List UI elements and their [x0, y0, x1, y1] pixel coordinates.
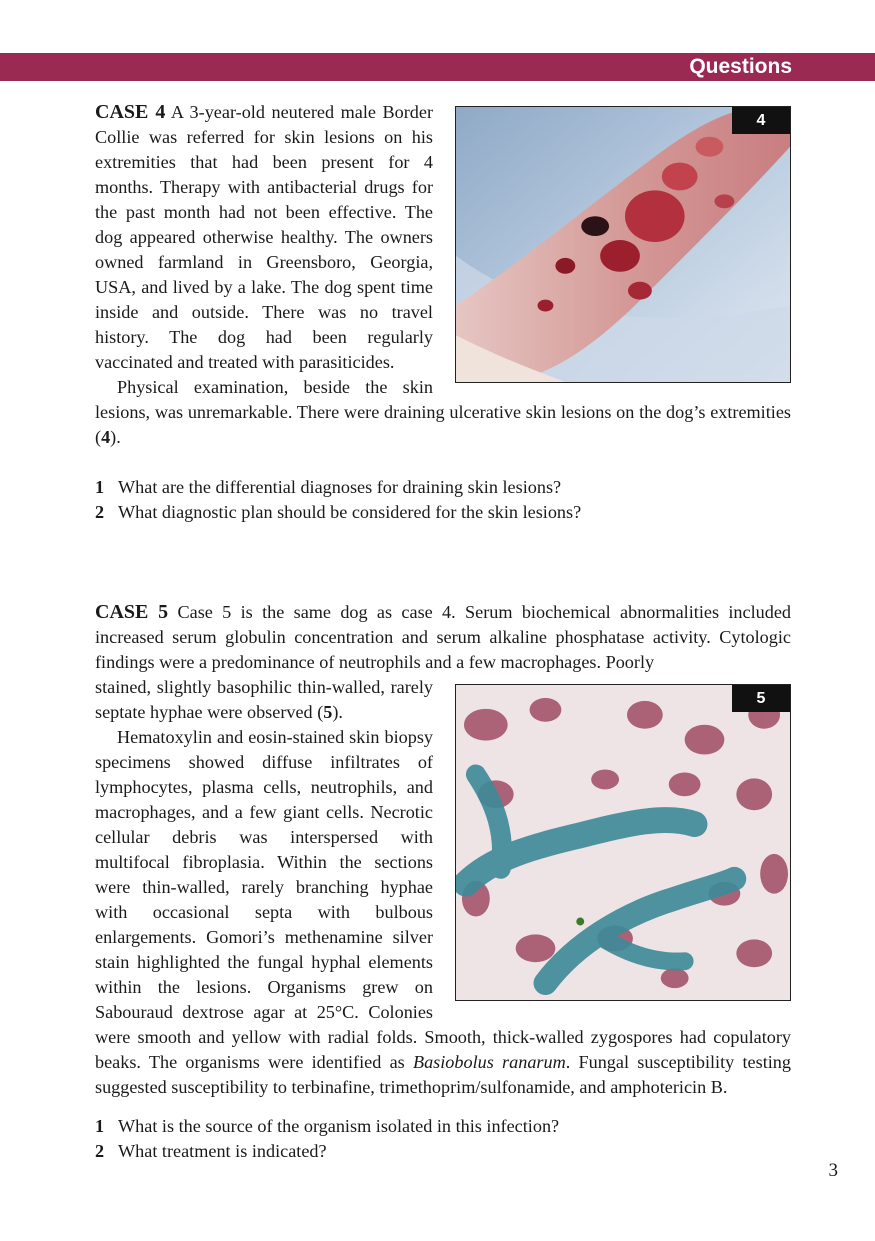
list-item: 1 What is the source of the organism isolated in this infection?: [95, 1116, 560, 1136]
cytology-photo: [456, 685, 790, 1000]
case-4-questions: [95, 475, 791, 525]
section-header-bar: [0, 53, 875, 81]
figure-5-label: 5: [732, 685, 790, 712]
case-4-label: CASE 4: [95, 101, 166, 123]
section-title: Questions: [689, 55, 792, 78]
figure-4: [455, 106, 791, 383]
figure-4-label: 4: [732, 107, 790, 134]
case-5: [95, 600, 791, 1164]
case-5-label: CASE 5: [95, 601, 169, 623]
figure-5: [455, 684, 791, 1001]
list-item: 1 What are the differential diagnoses for draining skin lesions?: [95, 477, 562, 497]
page-number: 3: [828, 1160, 838, 1181]
case-4-intro: CASE 4 A 3-year-old neutered male Border Collie was referred for skin lesions on his extremities that had been present for 4 months. Therapy with antibacterial drugs for the past month had not been effective. The dog appeared otherwise healthy. The owners owned farmland in Greensboro, Georgia, USA, and lived by a lake. The dog spent time inside and outside. There was no travel history. The dog had been regularly vaccinated and treated with parasiticides.: [95, 101, 434, 372]
case-5-questions: [95, 1114, 791, 1164]
skin-lesion-photo: [456, 107, 790, 382]
case-4: [95, 100, 791, 550]
list-item: 2 What treatment is indicated?: [95, 1141, 327, 1161]
case-5-histology: Hematoxylin and eosin-stained skin biopsy specimens showed diffuse infiltrates of lymphocytes, plasma cells, neutrophils, and macrophages, and a few giant cells. Necrotic cellular debris was interspersed with multifocal fibroplasia. Within the sections were thin-walled, rarely branching hyphae with occasional septa with bulbous enlargements. Gomori’s methenamine silver stain highlighted the fungal hyphal elements within the lesions. Organisms grew on Sabouraud dextrose agar at 25°C. Colonies were smooth and yellow with radial folds. Smooth, thick-walled zygospores had copulatory beaks. The organisms were identified as Basiobolus ranarum. Fungal susceptibility testing suggested susceptibility to terbinafine, trimethoprim/sulfonamide, and amphotericin B.: [95, 727, 791, 1097]
page-content: [95, 100, 791, 1164]
organism-name: Basiobolus ranarum: [412, 1052, 566, 1072]
list-item: 2 What diagnostic plan should be considered for the skin lesions?: [95, 502, 582, 522]
case-4-exam: Physical examination, beside the skin lesions, was unremarkable. There were draining ulcerative skin lesions on the dog’s extremities (4).: [95, 377, 791, 447]
case-5-intro-rest: stained, slightly basophilic thin-walled, rarely septate hyphae were observed (5).: [95, 677, 433, 722]
case-5-intro-top: CASE 5 Case 5 is the same dog as case 4. Serum biochemical abnormalities included increased serum globulin concentration and serum alkaline phosphatase activity. Cytologic findings were a predominance of neutrophils and a few macrophages. Poorly: [95, 601, 792, 672]
